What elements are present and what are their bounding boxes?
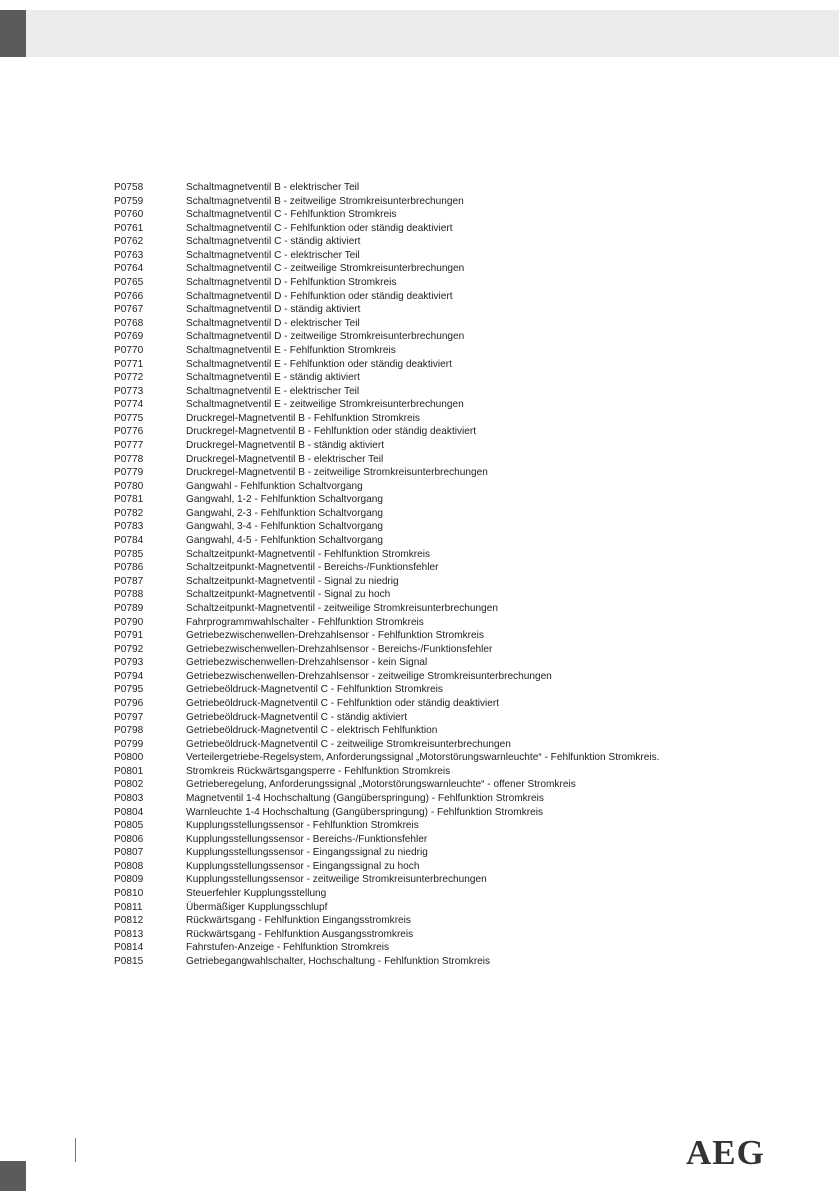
error-description: Kupplungsstellungssensor - Eingangssignal zu niedrig: [186, 847, 428, 859]
error-code: P0787: [114, 575, 144, 587]
error-description: Magnetventil 1-4 Hochschaltung (Gangüberspringung) - Fehlfunktion Stromkreis: [186, 793, 544, 805]
error-description: Schaltzeitpunkt-Magnetventil - Bereichs-/Funktionsfehler: [186, 562, 439, 574]
code-row: [114, 711, 814, 725]
error-code: P0768: [114, 317, 144, 329]
error-code: P0811: [114, 901, 143, 913]
error-description: Getriebezwischenwellen-Drehzahlsensor - kein Signal: [186, 657, 428, 669]
error-code: P0781: [114, 494, 144, 506]
error-code: P0767: [114, 304, 144, 316]
error-description: Schaltmagnetventil D - Fehlfunktion Stromkreis: [186, 277, 397, 289]
error-description: Steuerfehler Kupplungsstellung: [186, 888, 327, 900]
header-tab: [0, 10, 26, 57]
error-description: Gangwahl, 4-5 - Fehlfunktion Schaltvorgang: [186, 535, 383, 547]
code-row: [114, 398, 814, 412]
error-description: Druckregel-Magnetventil B - Fehlfunktion oder ständig deaktiviert: [186, 426, 477, 438]
error-description: Warnleuchte 1-4 Hochschaltung (Gangüberspringung) - Fehlfunktion Stromkreis: [186, 806, 544, 818]
error-description: Schaltmagnetventil C - zeitweilige Stromkreisunterbrechungen: [186, 263, 465, 275]
error-description: Schaltmagnetventil C - Fehlfunktion Stromkreis: [186, 209, 397, 221]
code-row: [114, 561, 814, 575]
error-description: Schaltzeitpunkt-Magnetventil - Signal zu hoch: [186, 589, 391, 601]
code-row: [114, 290, 814, 304]
error-code: P0809: [114, 874, 144, 886]
code-row: [114, 656, 814, 670]
error-description: Stromkreis Rückwärtsgangsperre - Fehlfunktion Stromkreis: [186, 765, 451, 777]
code-row: [114, 955, 814, 969]
code-row: [114, 629, 814, 643]
code-row: [114, 643, 814, 657]
code-row: [114, 738, 814, 752]
error-code: P0807: [114, 847, 144, 859]
error-code: P0791: [114, 630, 144, 642]
error-code: P0764: [114, 263, 144, 275]
code-row: [114, 806, 814, 820]
error-description: Schaltmagnetventil E - Fehlfunktion oder ständig deaktiviert: [186, 358, 452, 370]
error-code: P0789: [114, 602, 144, 614]
code-row: [114, 928, 814, 942]
error-description: Getriebeöldruck-Magnetventil C - Fehlfunktion oder ständig deaktiviert: [186, 697, 500, 709]
error-description: Kupplungsstellungssensor - zeitweilige Stromkreisunterbrechungen: [186, 874, 487, 886]
error-description: Gangwahl, 3-4 - Fehlfunktion Schaltvorgang: [186, 521, 383, 533]
error-description: Schaltmagnetventil D - elektrischer Teil: [186, 317, 360, 329]
code-row: [114, 575, 814, 589]
error-code: P0801: [114, 765, 144, 777]
error-description: Schaltmagnetventil C - Fehlfunktion oder ständig deaktiviert: [186, 222, 453, 234]
error-code: P0803: [114, 793, 144, 805]
error-description: Rückwärtsgang - Fehlfunktion Eingangsstromkreis: [186, 915, 411, 927]
code-row: [114, 914, 814, 928]
footer-divider: [75, 1138, 76, 1162]
error-description: Getriebeöldruck-Magnetventil C - Fehlfunktion Stromkreis: [186, 684, 443, 696]
error-code: P0804: [114, 806, 144, 818]
error-code-list: [114, 181, 814, 969]
code-row: [114, 371, 814, 385]
error-code: P0783: [114, 521, 144, 533]
error-description: Druckregel-Magnetventil B - Fehlfunktion Stromkreis: [186, 412, 420, 424]
error-code: P0790: [114, 616, 144, 628]
error-code: P0800: [114, 752, 144, 764]
error-description: Schaltmagnetventil B - elektrischer Teil: [186, 182, 360, 193]
error-code: P0797: [114, 711, 144, 723]
error-code: P0793: [114, 657, 144, 669]
error-code: P0758: [114, 182, 144, 193]
code-row: [114, 887, 814, 901]
code-row: [114, 873, 814, 887]
code-row: [114, 548, 814, 562]
error-description: Getriebegangwahlschalter, Hochschaltung - Fehlfunktion Stromkreis: [186, 955, 491, 967]
error-code: P0770: [114, 344, 144, 356]
aeg-logo: AEG: [686, 1133, 765, 1172]
error-description: Getrieberegelung, Anforderungssignal „Motorstörungswarnleuchte“ - offener Stromkreis: [186, 779, 576, 791]
error-code: P0796: [114, 697, 144, 709]
code-row: [114, 860, 814, 874]
code-row: [114, 235, 814, 249]
code-row: [114, 778, 814, 792]
error-description: Getriebezwischenwellen-Drehzahlsensor - zeitweilige Stromkreisunterbrechungen: [186, 670, 552, 682]
error-description: Schaltmagnetventil E - zeitweilige Stromkreisunterbrechungen: [186, 399, 464, 411]
code-row: [114, 330, 814, 344]
error-description: Schaltzeitpunkt-Magnetventil - zeitweilige Stromkreisunterbrechungen: [186, 602, 498, 614]
error-code: P0779: [114, 467, 144, 479]
error-description: Schaltmagnetventil D - ständig aktiviert: [186, 304, 361, 316]
code-row: [114, 208, 814, 222]
error-code: P0759: [114, 195, 144, 207]
code-row: [114, 792, 814, 806]
code-row: [114, 507, 814, 521]
error-code: P0761: [114, 222, 144, 234]
code-row: [114, 670, 814, 684]
error-code: P0792: [114, 643, 144, 655]
error-description: Druckregel-Magnetventil B - zeitweilige Stromkreisunterbrechungen: [186, 467, 488, 479]
code-row: [114, 616, 814, 630]
error-code: P0769: [114, 331, 144, 343]
error-code: P0760: [114, 209, 144, 221]
code-row: [114, 493, 814, 507]
error-code: P0788: [114, 589, 144, 601]
error-description: Schaltmagnetventil D - Fehlfunktion oder ständig deaktiviert: [186, 290, 453, 302]
error-description: Kupplungsstellungssensor - Bereichs-/Funktionsfehler: [186, 833, 428, 845]
error-description: Verteilergetriebe-Regelsystem, Anforderungssignal „Motorstörungswarnleuchte“ - Fehlfunktion Stromkreis.: [186, 752, 660, 764]
error-code: P0771: [114, 358, 144, 370]
error-description: Getriebeöldruck-Magnetventil C - ständig aktiviert: [186, 711, 408, 723]
error-description: Rückwärtsgang - Fehlfunktion Ausgangsstromkreis: [186, 928, 414, 940]
error-description: Schaltmagnetventil B - zeitweilige Stromkreisunterbrechungen: [186, 195, 464, 207]
code-row: [114, 819, 814, 833]
error-description: Schaltmagnetventil E - ständig aktiviert: [186, 372, 360, 384]
code-row: [114, 425, 814, 439]
code-row: [114, 222, 814, 236]
error-code: P0774: [114, 399, 144, 411]
error-code: P0782: [114, 507, 144, 519]
code-row: [114, 262, 814, 276]
error-description: Schaltzeitpunkt-Magnetventil - Signal zu niedrig: [186, 575, 399, 587]
error-description: Schaltmagnetventil E - elektrischer Teil: [186, 385, 360, 397]
error-description: Schaltmagnetventil C - elektrischer Teil: [186, 249, 360, 261]
error-description: Schaltmagnetventil C - ständig aktiviert: [186, 236, 361, 248]
error-description: Fahrprogrammwahlschalter - Fehlfunktion Stromkreis: [186, 616, 424, 628]
error-description: Gangwahl, 1-2 - Fehlfunktion Schaltvorgang: [186, 494, 383, 506]
code-row: [114, 317, 814, 331]
error-code: P0813: [114, 928, 144, 940]
error-description: Gangwahl - Fehlfunktion Schaltvorgang: [186, 480, 363, 492]
error-code: P0765: [114, 277, 144, 289]
code-row: [114, 846, 814, 860]
code-row: [114, 466, 814, 480]
error-code: P0802: [114, 779, 144, 791]
code-row: [114, 181, 814, 195]
code-row: [114, 480, 814, 494]
code-row: [114, 344, 814, 358]
error-description: Kupplungsstellungssensor - Fehlfunktion Stromkreis: [186, 820, 419, 832]
code-row: [114, 453, 814, 467]
error-description: Fahrstufen-Anzeige - Fehlfunktion Stromkreis: [186, 942, 390, 954]
error-code: P0815: [114, 955, 144, 967]
error-code: P0785: [114, 548, 144, 560]
error-description: Übermäßiger Kupplungsschlupf: [186, 901, 328, 913]
code-row: [114, 724, 814, 738]
error-code: P0773: [114, 385, 144, 397]
header-bar: [26, 10, 839, 57]
error-code: P0784: [114, 535, 144, 547]
error-code: P0806: [114, 833, 144, 845]
error-code: P0799: [114, 738, 144, 750]
error-description: Schaltzeitpunkt-Magnetventil - Fehlfunktion Stromkreis: [186, 548, 431, 560]
footer-tab: [0, 1161, 26, 1191]
code-row: [114, 439, 814, 453]
code-row: [114, 602, 814, 616]
code-row: [114, 588, 814, 602]
code-row: [114, 249, 814, 263]
code-row: [114, 195, 814, 209]
error-description: Gangwahl, 2-3 - Fehlfunktion Schaltvorgang: [186, 507, 383, 519]
error-code: P0794: [114, 670, 144, 682]
code-row: [114, 751, 814, 765]
error-description: Getriebeöldruck-Magnetventil C - zeitweilige Stromkreisunterbrechungen: [186, 738, 511, 750]
error-code: P0814: [114, 942, 144, 954]
error-code: P0776: [114, 426, 144, 438]
code-row: [114, 520, 814, 534]
code-row: [114, 303, 814, 317]
error-code: P0772: [114, 372, 144, 384]
error-code: P0775: [114, 412, 144, 424]
code-row: [114, 412, 814, 426]
error-description: Schaltmagnetventil E - Fehlfunktion Stromkreis: [186, 344, 396, 356]
code-row: [114, 385, 814, 399]
code-row: [114, 534, 814, 548]
error-description: Druckregel-Magnetventil B - ständig aktiviert: [186, 439, 385, 451]
error-description: Kupplungsstellungssensor - Eingangssignal zu hoch: [186, 860, 420, 872]
error-description: Getriebezwischenwellen-Drehzahlsensor - Fehlfunktion Stromkreis: [186, 630, 484, 642]
error-code: P0798: [114, 725, 144, 737]
error-code: P0778: [114, 453, 144, 465]
code-row: [114, 276, 814, 290]
error-code: P0777: [114, 439, 144, 451]
code-row: [114, 683, 814, 697]
error-code: P0766: [114, 290, 144, 302]
error-code: P0812: [114, 915, 144, 927]
error-code: P0808: [114, 860, 144, 872]
error-code: P0762: [114, 236, 144, 248]
code-row: [114, 697, 814, 711]
code-row: [114, 358, 814, 372]
error-code: P0780: [114, 480, 144, 492]
error-code: P0805: [114, 820, 144, 832]
code-row: [114, 833, 814, 847]
error-description: Getriebezwischenwellen-Drehzahlsensor - Bereichs-/Funktionsfehler: [186, 643, 493, 655]
error-code: P0786: [114, 562, 144, 574]
error-code: P0810: [114, 888, 144, 900]
code-row: [114, 765, 814, 779]
error-description: Schaltmagnetventil D - zeitweilige Stromkreisunterbrechungen: [186, 331, 465, 343]
error-description: Druckregel-Magnetventil B - elektrischer Teil: [186, 453, 384, 465]
code-row: [114, 941, 814, 955]
error-description: Getriebeöldruck-Magnetventil C - elektrisch Fehlfunktion: [186, 725, 438, 737]
error-code: P0795: [114, 684, 144, 696]
code-row: [114, 901, 814, 915]
error-code: P0763: [114, 249, 144, 261]
